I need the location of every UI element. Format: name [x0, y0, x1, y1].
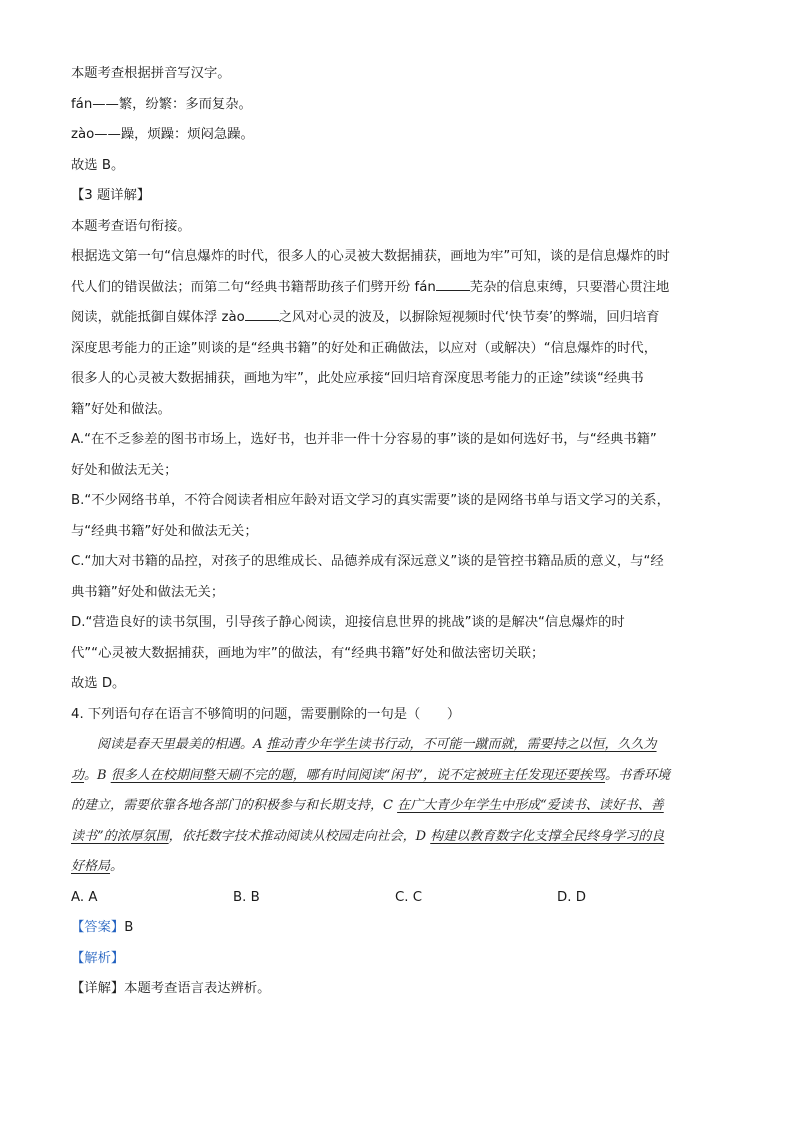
text-line: 根据选文第一句“信息爆炸的时代，很多人的心灵被大数据捕获，画地为牢”可知，谈的是信息爆炸的时	[71, 249, 670, 264]
text-line: 故选 B。	[71, 157, 125, 173]
question-stem: 4. 下列语句存在语言不够简明的问题，需要删除的一句是（ ）	[71, 706, 461, 722]
text-line: zào——躁，烦躁：烦闷急躁。	[71, 127, 254, 142]
text-line: C.“加大对书籍的品控，对孩子的思维成长、品德养成有深远意义”谈的是管控书籍品质的意义，与“经	[71, 554, 664, 569]
passage-segment: ，依托数字技术推动阅读从校园走向社会，D	[168, 828, 431, 844]
passage-line	[71, 827, 723, 847]
text-line: 代”“心灵被大数据捕获，画地为牢”的做法，有“经典书籍”好处和做法密切关联；	[71, 645, 545, 661]
text-line: 好处和做法无关；	[71, 462, 178, 478]
text-line: 很多人的心灵被大数据捕获，画地为牢”，此处应承接“回归培育深度思考能力的正途”续谈“经典书	[71, 371, 644, 386]
option-b: B. B	[233, 889, 260, 905]
section-heading: 【3 题详解】	[71, 188, 151, 203]
text-line: A.“在不乏参差的图书市场上，选好书，也并非一件十分容易的事”谈的是如何选好书，与“经典书籍”	[71, 432, 657, 447]
text-line: 深度思考能力的正途”则谈的是“经典书籍”的好处和正确做法，以应对（或解决）“信息爆炸的时代，	[71, 340, 658, 356]
text-line: 与“经典书籍”好处和做法无关；	[71, 523, 258, 539]
analysis-label: 【解析】	[71, 950, 125, 966]
fill-blank	[245, 308, 279, 321]
answer-label: 【答案】B	[71, 920, 134, 935]
passage-segment: 的建立，需要依靠各地各部门的积极参与和长期支持，C	[71, 798, 398, 813]
underlined-sentence-a: 推动青少年学生读书行动，不可能一蹴而就，需要持之以恒，久久为	[266, 737, 657, 752]
text-line: 典书籍”好处和做法无关；	[71, 584, 225, 600]
option-a: A. A	[71, 889, 98, 905]
underlined-sentence-c: 在广大青少年学生中形成“爱读书、读好书、善	[397, 798, 664, 813]
underlined-sentence-d: 好格局	[71, 859, 111, 874]
passage-segment: 。书香环境	[605, 767, 671, 783]
text-line: 籍”好处和做法。	[71, 401, 171, 417]
option-d: D. D	[557, 889, 586, 905]
text-line	[71, 308, 723, 328]
text-line	[71, 278, 723, 298]
underlined-sentence-b: 很多人在校期间整天刷不完的题，哪有时间阅读“闲书”，说不定被班主任发现还要挨骂	[110, 767, 605, 783]
text-segment: 代人们的错误做法；而第二句“经典书籍帮助孩子们劈开纷 fán	[71, 279, 436, 295]
detail-line: 【详解】本题考查语言表达辨析。	[71, 981, 271, 996]
answer-options	[71, 888, 723, 908]
text-segment: 阅读，就能抵御自媒体浮 zào	[71, 310, 245, 325]
text-line: 故选 D。	[71, 676, 126, 691]
text-segment: 之风对心灵的波及，以摒除短视频时代‘快节奏’的弊端，回归培育	[278, 310, 660, 325]
text-segment: 芜杂的信息束缚，只要潜心贯注地	[469, 279, 670, 295]
option-c: C. C	[395, 889, 423, 905]
passage-line	[71, 857, 723, 877]
passage-segment: 。B	[84, 767, 111, 783]
passage-segment: 阅读是春天里最美的相遇。A	[97, 737, 267, 752]
fill-blank	[436, 278, 470, 291]
passage-segment: 。	[110, 859, 124, 874]
text-line: B.“不少网络书单，不符合阅读者相应年龄对语文学习的真实需要”谈的是网络书单与语文学习的关系，	[71, 493, 670, 508]
underlined-sentence-c: 读书”的浓厚氛围	[71, 828, 169, 844]
passage-line	[71, 766, 723, 786]
underlined-sentence-d: 构建以教育数字化支撑全民终身学习的良	[430, 828, 665, 844]
passage-line	[71, 796, 723, 816]
text-line: D.“营造良好的读书氛围，引导孩子静心阅读，迎接信息世界的挑战”谈的是解决“信息爆炸的时	[71, 615, 625, 630]
text-line: fán——繁，纷繁：多而复杂。	[71, 96, 252, 112]
text-line: 本题考查语句衔接。	[71, 218, 191, 234]
passage-line	[71, 735, 723, 755]
underlined-sentence-a: 功	[71, 767, 85, 783]
text-line: 本题考查根据拼音写汉字。	[71, 66, 231, 81]
document-page	[71, 64, 723, 1010]
